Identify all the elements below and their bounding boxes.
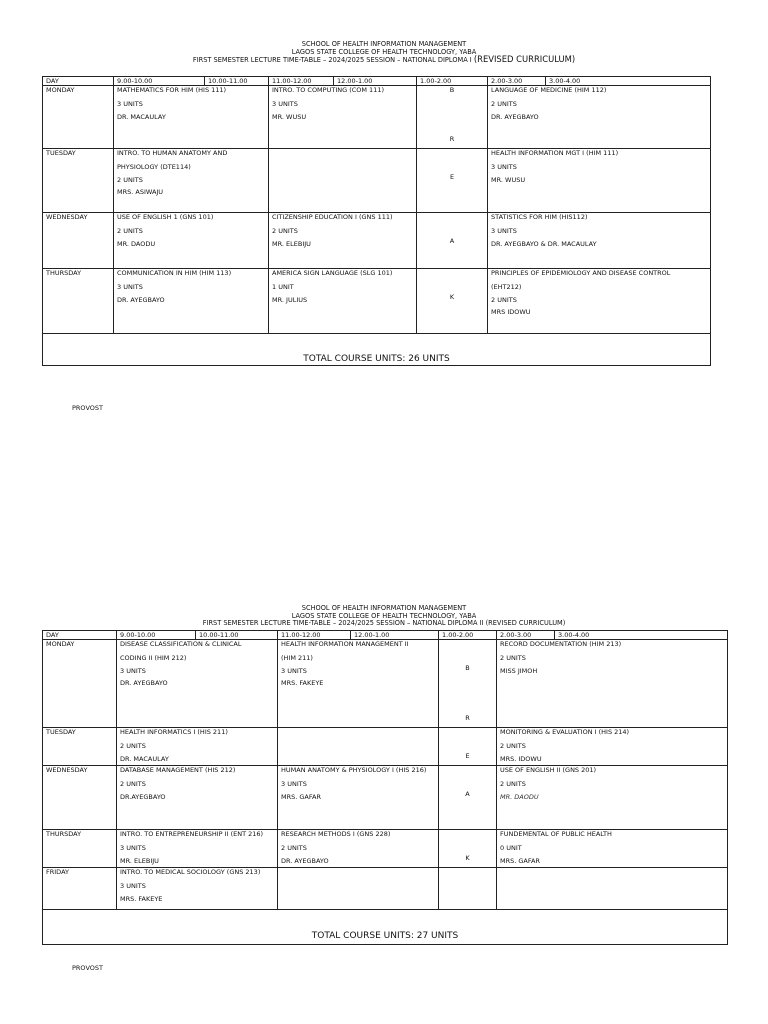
break-letter: E — [449, 173, 455, 181]
college-name: LAGOS STATE COLLEGE OF HEALTH TECHNOLOGY, YABA — [291, 611, 477, 620]
break-cell — [417, 213, 488, 269]
empty-cell — [269, 149, 417, 213]
break-cell — [417, 269, 488, 334]
total-units: TOTAL COURSE UNITS: 26 UNITS — [43, 334, 711, 366]
provost-label: PROVOST — [72, 964, 103, 972]
course-cell: STATISTICS FOR HIM (HIS112) 3 UNITS DR. AYEGBAYO & DR. MACAULAY — [488, 213, 711, 269]
row-wednesday — [43, 213, 711, 269]
course-cell: INTRO. TO ENTREPRENEURSHIP II (ENT 216) 3 UNITS MR. ELEBIJU — [117, 830, 278, 868]
break-letter: B — [465, 664, 470, 672]
total-units: TOTAL COURSE UNITS: 27 UNITS — [43, 910, 728, 945]
empty-cell — [497, 868, 728, 910]
course-cell: HUMAN ANATOMY & PHYSIOLOGY I (HIS 216) 3 UNITS MRS. GAFAR — [278, 766, 439, 830]
course-cell: USE OF ENGLISH II (GNS 201) 2 UNITS MR. DAODU — [497, 766, 728, 830]
header-row — [43, 631, 728, 640]
course-cell: CITIZENSHIP EDUCATION I (GNS 111) 2 UNITS MR. ELEBIJU — [269, 213, 417, 269]
provost-label: PROVOST — [72, 404, 103, 412]
col-3-4: 3.00-4.00 — [546, 77, 711, 86]
row-monday — [43, 640, 728, 728]
row-wednesday — [43, 766, 728, 830]
course-cell: FUNDEMENTAL OF PUBLIC HEALTH 0 UNIT MRS. GAFAR — [497, 830, 728, 868]
break-cell — [417, 86, 488, 149]
col-12-1: 12.00-1.00 — [351, 631, 439, 640]
row-tuesday — [43, 149, 711, 213]
col-1-2: 1.00-2.00 — [417, 77, 488, 86]
day-cell: MONDAY — [43, 86, 114, 149]
col-11-12: 11.00-12.00 — [278, 631, 351, 640]
col-9-10: 9.00-10.00 — [117, 631, 196, 640]
empty-cell — [278, 728, 439, 766]
college-name: LAGOS STATE COLLEGE OF HEALTH TECHNOLOGY, YABA — [291, 47, 477, 56]
row-thursday — [43, 830, 728, 868]
day-cell: FRIDAY — [43, 868, 117, 910]
day-cell: THURSDAY — [43, 269, 114, 334]
col-day: DAY — [43, 631, 117, 640]
row-tuesday — [43, 728, 728, 766]
row-monday — [43, 86, 711, 149]
total-row — [43, 910, 728, 945]
header-row — [43, 77, 711, 86]
course-cell: LANGUAGE OF MEDICINE (HIM 112) 2 UNITS DR. AYEGBAYO — [488, 86, 711, 149]
school-name: SCHOOL OF HEALTH INFORMATION MANAGEMENT — [301, 604, 467, 612]
course-cell: MATHEMATICS FOR HIM (HIS 111) 3 UNITS DR. MACAULAY — [114, 86, 269, 149]
timetable-title: FIRST SEMESTER LECTURE TIME-TABLE – 2024/2025 SESSION – NATIONAL DIPLOMA II (REVISED CURRICULUM) — [202, 619, 566, 628]
break-letter: K — [449, 293, 455, 301]
break-cell — [417, 149, 488, 213]
timetable-2 — [42, 630, 728, 945]
course-cell: INTRO. TO HUMAN ANATOMY AND PHYSIOLOGY (DTE114) 2 UNITS MRS. ASIWAJU — [114, 149, 269, 213]
course-cell: MONITORING & EVALUATION I (HIS 214) 2 UNITS MRS. IDOWU — [497, 728, 728, 766]
row-thursday — [43, 269, 711, 334]
col-2-3: 2.00-3.00 — [497, 631, 555, 640]
timetable-1-header — [0, 41, 768, 65]
break-letter: R — [465, 714, 470, 722]
course-cell: HEALTH INFORMATION MANAGEMENT II (HIM 211) 3 UNITS MRS. FAKEYE — [278, 640, 439, 728]
empty-cell — [278, 868, 439, 910]
break-letter: E — [465, 752, 470, 760]
timetable-2-header — [0, 605, 768, 628]
course-cell: DATABASE MANAGEMENT (HIS 212) 2 UNITS DR.AYEGBAYO — [117, 766, 278, 830]
course-cell: RESEARCH METHODS I (GNS 228) 2 UNITS DR. AYEGBAYO — [278, 830, 439, 868]
course-cell: AMERICA SIGN LANGUAGE (SLG 101) 1 UNIT MR. JULIUS — [269, 269, 417, 334]
day-cell: TUESDAY — [43, 728, 117, 766]
course-cell: INTRO. TO COMPUTING (COM 111) 3 UNITS MR. WUSU — [269, 86, 417, 149]
day-cell: TUESDAY — [43, 149, 114, 213]
col-12-1: 12.00-1.00 — [334, 77, 417, 86]
col-11-12: 11.00-12.00 — [269, 77, 334, 86]
school-name: SCHOOL OF HEALTH INFORMATION MANAGEMENT — [301, 40, 467, 48]
col-3-4: 3.00-4.00 — [555, 631, 728, 640]
day-cell: WEDNESDAY — [43, 213, 114, 269]
day-cell: MONDAY — [43, 640, 117, 728]
course-cell: USE OF ENGLISH 1 (GNS 101) 2 UNITS MR. DAODU — [114, 213, 269, 269]
break-letter: B — [449, 86, 455, 94]
col-1-2: 1.00-2.00 — [439, 631, 497, 640]
course-cell: RECORD DOCUMENTATION (HIM 213) 2 UNITS MISS JIMOH — [497, 640, 728, 728]
break-letter: R — [449, 135, 455, 143]
break-letter: A — [449, 237, 455, 245]
timetable-1 — [42, 76, 711, 366]
break-letter: A — [465, 790, 470, 798]
course-cell: HEALTH INFORMATION MGT I (HIM 111) 3 UNITS MR. WUSU — [488, 149, 711, 213]
row-friday — [43, 868, 728, 910]
break-cell — [439, 766, 497, 830]
total-row — [43, 334, 711, 366]
day-cell: THURSDAY — [43, 830, 117, 868]
course-cell: HEALTH INFORMATICS I (HIS 211) 2 UNITS DR. MACAULAY — [117, 728, 278, 766]
course-cell: INTRO. TO MEDICAL SOCIOLOGY (GNS 213) 3 UNITS MRS. FAKEYE — [117, 868, 278, 910]
break-cell — [439, 830, 497, 868]
col-10-11: 10.00-11.00 — [196, 631, 278, 640]
col-10-11: 10.00-11.00 — [205, 77, 269, 86]
col-2-3: 2.00-3.00 — [488, 77, 546, 86]
day-cell: WEDNESDAY — [43, 766, 117, 830]
course-cell: PRINCIPLES OF EPIDEMIOLOGY AND DISEASE CONTROL (EHT212) 2 UNITS MRS IDOWU — [488, 269, 711, 334]
empty-cell — [439, 868, 497, 910]
break-cell — [439, 640, 497, 728]
col-day: DAY — [43, 77, 114, 86]
course-cell: COMMUNICATION IN HIM (HIM 113) 3 UNITS DR. AYEGBAYO — [114, 269, 269, 334]
col-9-10: 9.00-10.00 — [114, 77, 205, 86]
course-cell: DISEASE CLASSIFICATION & CLINICAL CODING II (HIM 212) 3 UNITS DR. AYEGBAYO — [117, 640, 278, 728]
timetable-title: FIRST SEMESTER LECTURE TIME-TABLE – 2024/2025 SESSION – NATIONAL DIPLOMA I (REVISED CURRICULUM) — [192, 54, 576, 65]
break-cell — [439, 728, 497, 766]
break-letter: K — [465, 854, 470, 862]
